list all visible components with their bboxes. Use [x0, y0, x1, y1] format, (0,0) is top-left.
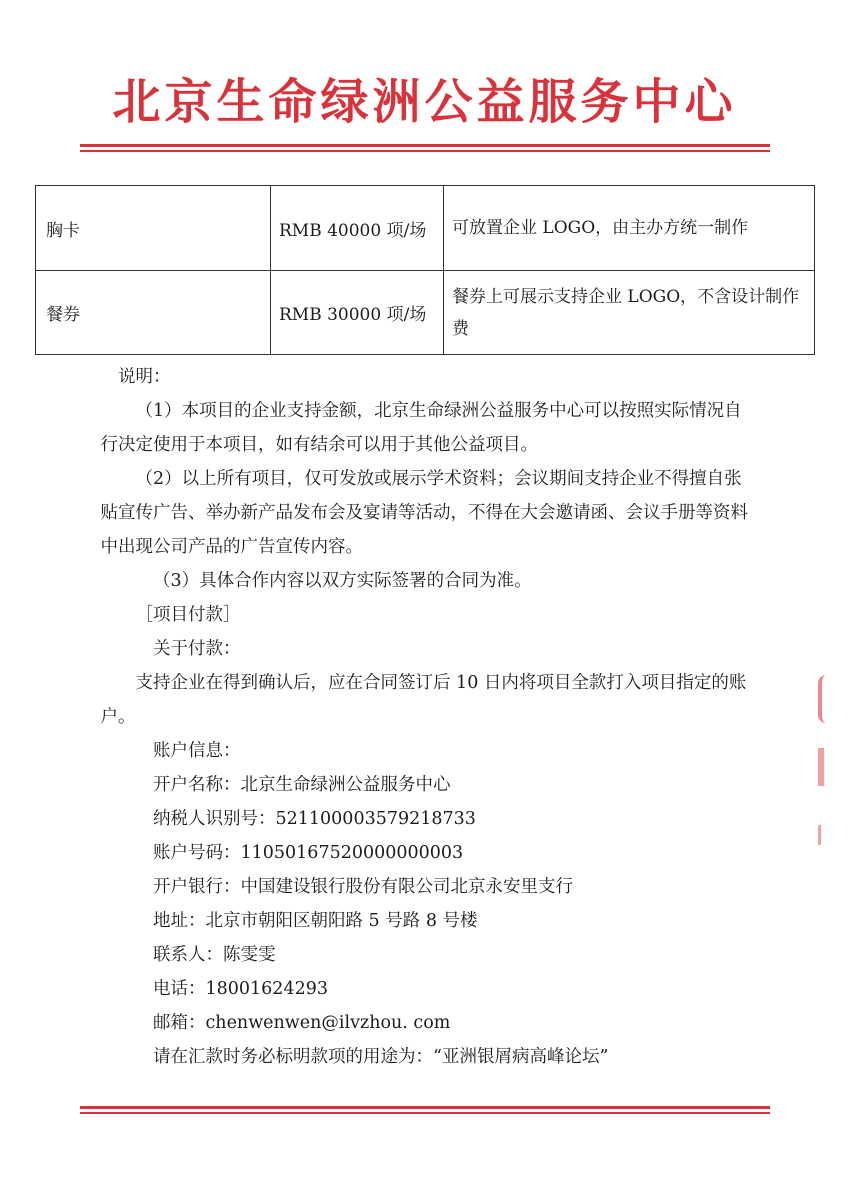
payment-section-title: ［项目付款］: [135, 605, 241, 625]
table-cell-item: 胸卡: [36, 186, 271, 271]
table-row: [36, 271, 815, 355]
document-body: [100, 360, 758, 1074]
footer-rule-thick: [80, 1106, 770, 1109]
tax-id: 纳税人识别号：521100003579218733: [153, 809, 476, 829]
account-name: 开户名称：北京生命绿洲公益服务中心: [153, 775, 451, 795]
note-paragraph-1: （1）本项目的企业支持金额，北京生命绿洲公益服务中心可以按照实际情况自行决定使用于本项目，如有结余可以用于其他公益项目。: [100, 401, 742, 455]
payment-instruction: 支持企业在得到确认后，应在合同签订后 10 日内将项目全款打入项目指定的账户。: [100, 673, 747, 727]
header-rule-thin: [80, 150, 770, 152]
table-cell-price: RMB 40000 项/场: [271, 186, 444, 271]
table-cell-note: 餐券上可展示支持企业 LOGO，不含设计制作费: [444, 271, 815, 355]
phone: 电话：18001624293: [153, 979, 328, 999]
account-heading: 账户信息：: [153, 741, 241, 761]
letterhead-title: 北京生命绿洲公益服务中心: [112, 74, 737, 130]
table-cell-price: RMB 30000 项/场: [271, 271, 444, 355]
note-paragraph-3: （3）具体合作内容以双方实际签署的合同为准。: [153, 571, 532, 591]
table-cell-note: 可放置企业 LOGO，由主办方统一制作: [444, 186, 815, 271]
email: 邮箱：chenwenwen@ilvzhou. com: [153, 1013, 451, 1033]
payment-about: 关于付款：: [153, 639, 241, 659]
table-cell-item: 餐券: [36, 271, 271, 355]
seal-stamp-fragment: [818, 748, 848, 786]
footer-rule-thin: [80, 1112, 770, 1114]
contact-person: 联系人：陈雯雯: [153, 945, 276, 965]
notes-heading: 说明：: [118, 367, 171, 387]
account-number: 账户号码：11050167520000000003: [153, 843, 464, 863]
bank-name: 开户银行：中国建设银行股份有限公司北京永安里支行: [153, 877, 573, 897]
header-rule-thick: [80, 144, 770, 147]
address: 地址：北京市朝阳区朝阳路 5 号路 8 号楼: [153, 911, 478, 931]
table-row: [36, 186, 815, 271]
fee-table: [35, 185, 815, 355]
seal-stamp-fragment: [818, 825, 845, 845]
note-paragraph-2: （2）以上所有项目，仅可发放或展示学术资料；会议期间支持企业不得擅自张贴宣传广告、举办新产品发布会及宴请等活动，不得在大会邀请函、会议手册等资料中出现公司产品的广告宣传内容。: [100, 469, 748, 557]
remittance-remark: 请在汇款时务必标明款项的用途为：“亚洲银屑病高峰论坛”: [153, 1047, 609, 1067]
seal-stamp-fragment: [818, 675, 846, 723]
